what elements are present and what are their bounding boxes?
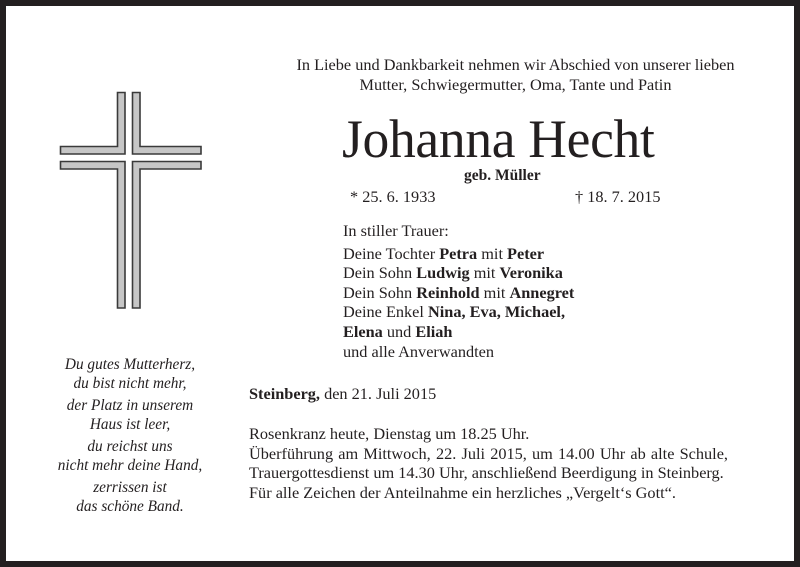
thanks-line: Für alle Zeichen der Anteilnahme ein herzliches „Vergelt‘s Gott“. bbox=[249, 482, 676, 502]
intro-text bbox=[6, 55, 800, 95]
born-name: geb. Müller bbox=[464, 167, 541, 184]
mourners-heading: In stiller Trauer: bbox=[343, 221, 449, 240]
obituary-notice bbox=[6, 6, 794, 561]
mourners-footer: und alle Anverwandten bbox=[343, 341, 495, 361]
poem-stanza: zerrissen ist das schöne Band. bbox=[76, 479, 184, 515]
deceased-name: Johanna Hecht bbox=[342, 109, 655, 169]
poem bbox=[30, 356, 230, 520]
mourner-line: Elena und Eliah bbox=[343, 321, 453, 341]
intro-line-1: In Liebe und Dankbarkeit nehmen wir Abschied von unserer lieben bbox=[296, 55, 735, 74]
date: den 21. Juli 2015 bbox=[320, 384, 437, 403]
poem-stanza: der Platz in unserem Haus ist leer, bbox=[66, 397, 194, 433]
mourner-line: Deine Tochter Petra mit Peter bbox=[343, 243, 545, 263]
mourner-line: Deine Enkel Nina, Eva, Michael, bbox=[343, 302, 566, 322]
birth-date: * 25. 6. 1933 bbox=[350, 187, 436, 206]
poem-stanza: Du gutes Mutterherz, du bist nicht mehr, bbox=[64, 356, 196, 392]
rosary-line: Rosenkranz heute, Dienstag um 18.25 Uhr. bbox=[249, 424, 530, 443]
service-info bbox=[249, 424, 728, 502]
intro-line-2: Mutter, Schwiegermutter, Oma, Tante und Patin bbox=[359, 75, 672, 94]
place-date bbox=[249, 384, 436, 404]
poem-stanza: du reichst uns nicht mehr deine Hand, bbox=[57, 438, 203, 474]
transfer-paragraph: Überführung am Mittwoch, 22. Juli 2015, um 14.00 Uhr ab alte Schule, Trauergottesdienst um 14.30 Uhr, anschließend Beerdigung in Steinberg. bbox=[249, 443, 728, 483]
place: Steinberg, bbox=[249, 384, 320, 403]
mourners-block bbox=[343, 221, 574, 361]
death-date: † 18. 7. 2015 bbox=[575, 187, 661, 206]
mourner-line: Dein Sohn Reinhold mit Annegret bbox=[343, 282, 575, 302]
mourner-line: Dein Sohn Ludwig mit Veronika bbox=[343, 263, 563, 283]
